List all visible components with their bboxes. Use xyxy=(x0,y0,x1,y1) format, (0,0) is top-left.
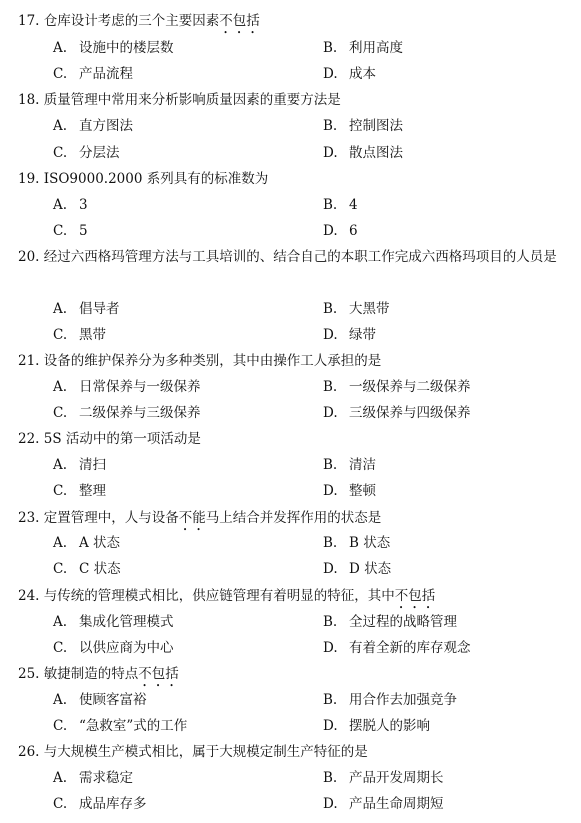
emphasized-text: 不包括 xyxy=(219,13,260,29)
question-number: 17. xyxy=(18,13,40,29)
option-b xyxy=(323,690,457,710)
option-text: 直方图法 xyxy=(79,118,133,134)
option-text: 5 xyxy=(79,223,88,239)
option-d xyxy=(323,481,376,501)
option-text: 集成化管理模式 xyxy=(79,614,174,630)
option-letter: B. xyxy=(323,770,338,786)
option-b xyxy=(323,116,403,136)
question-number: 24. xyxy=(18,588,40,604)
option-d xyxy=(323,221,358,241)
option-text: 散点图法 xyxy=(349,145,403,161)
question-number: 21. xyxy=(18,353,40,369)
option-letter: B. xyxy=(323,301,338,317)
option-text: 有着全新的库存观念 xyxy=(349,640,471,656)
option-a xyxy=(53,612,174,632)
option-d xyxy=(323,638,471,658)
question-text: 5S 活动中的第一项活动是 xyxy=(43,431,201,447)
option-a xyxy=(53,768,133,788)
option-letter: B. xyxy=(323,379,338,395)
option-text: D 状态 xyxy=(349,561,392,577)
option-c xyxy=(53,143,120,163)
question-text: 与大规模生产模式相比，属于大规模定制生产特征的是 xyxy=(43,744,368,760)
option-text: 成品库存多 xyxy=(79,796,147,812)
option-text: “急救室”式的工作 xyxy=(79,718,188,734)
emphasized-text: 不包括 xyxy=(138,666,179,682)
option-letter: D. xyxy=(323,718,338,734)
option-text: 设施中的楼层数 xyxy=(79,40,174,56)
question-number: 23. xyxy=(18,510,40,526)
question-text: 仓库设计考虑的三个主要因素 xyxy=(43,13,220,29)
option-d xyxy=(323,403,471,423)
option-letter: B. xyxy=(323,40,338,56)
option-b xyxy=(323,768,444,788)
option-letter: C. xyxy=(53,66,68,82)
question-text: ISO9000.2000 系列具有的标准数为 xyxy=(43,171,269,187)
option-a xyxy=(53,195,88,215)
question-18-stem xyxy=(18,87,570,113)
option-d xyxy=(323,716,430,736)
question-number: 25. xyxy=(18,666,40,682)
option-a xyxy=(53,455,106,475)
option-letter: C. xyxy=(53,718,68,734)
emphasized-text: 不包括 xyxy=(394,588,436,604)
option-letter: B. xyxy=(323,614,338,630)
emphasized-text: 不能 xyxy=(178,510,206,526)
option-letter: D. xyxy=(323,66,338,82)
option-letter: A. xyxy=(53,40,68,56)
option-letter: D. xyxy=(323,640,338,656)
option-text: A 状态 xyxy=(79,535,121,551)
option-letter: C. xyxy=(53,327,68,343)
option-text: 倡导者 xyxy=(79,301,120,317)
option-text: 以供应商为中心 xyxy=(79,640,174,656)
option-d xyxy=(323,64,376,84)
option-letter: C. xyxy=(53,796,68,812)
option-letter: C. xyxy=(53,405,68,421)
option-text: 利用高度 xyxy=(349,40,403,56)
question-17-stem xyxy=(18,8,570,37)
option-text: 全过程的战略管理 xyxy=(349,614,457,630)
option-text: 摆脱人的影响 xyxy=(349,718,430,734)
option-letter: A. xyxy=(53,379,68,395)
option-letter: A. xyxy=(53,301,68,317)
question-text: 经过六西格玛管理方法与工具培训的、结合自己的本职工作完成六西格玛项目的人员是 xyxy=(43,249,557,265)
question-number: 22. xyxy=(18,431,40,447)
option-text: 一级保养与二级保养 xyxy=(349,379,471,395)
option-letter: C. xyxy=(53,145,68,161)
option-text: 三级保养与四级保养 xyxy=(349,405,471,421)
question-text: 与传统的管理模式相比，供应链管理有着明显的特征，其中 xyxy=(43,588,395,604)
option-c xyxy=(53,64,133,84)
option-text: 日常保养与一级保养 xyxy=(79,379,201,395)
option-text: C 状态 xyxy=(79,561,121,577)
option-letter: C. xyxy=(53,561,68,577)
option-text: 整理 xyxy=(79,483,106,499)
option-letter: A. xyxy=(53,692,68,708)
option-letter: A. xyxy=(53,535,68,551)
question-text: 设备的维护保养分为多种类别，其中由操作工人承担的是 xyxy=(43,353,382,369)
option-letter: B. xyxy=(323,118,338,134)
question-number: 18. xyxy=(18,92,40,108)
option-letter: D. xyxy=(323,145,338,161)
option-text: 大黑带 xyxy=(349,301,390,317)
option-text: 成本 xyxy=(349,66,376,82)
option-c xyxy=(53,794,147,814)
option-b xyxy=(323,455,376,475)
question-25-stem xyxy=(18,661,570,690)
option-d xyxy=(323,143,403,163)
option-letter: A. xyxy=(53,197,68,213)
option-d xyxy=(323,794,444,814)
option-text: 整顿 xyxy=(349,483,376,499)
option-letter: D. xyxy=(323,483,338,499)
option-c xyxy=(53,638,174,658)
option-letter: D. xyxy=(323,405,338,421)
question-text: 质量管理中常用来分析影响质量因素的重要方法是 xyxy=(43,92,341,108)
option-letter: B. xyxy=(323,197,338,213)
option-letter: A. xyxy=(53,457,68,473)
question-24-stem xyxy=(18,583,570,612)
option-text: 产品开发周期长 xyxy=(349,770,444,786)
option-letter: A. xyxy=(53,770,68,786)
option-a xyxy=(53,690,147,710)
question-20-stem xyxy=(18,244,570,270)
question-text-tail: 马上结合并发挥作用的状态是 xyxy=(205,510,382,526)
option-c xyxy=(53,481,106,501)
option-c xyxy=(53,403,201,423)
option-letter: A. xyxy=(53,118,68,134)
option-c xyxy=(53,325,106,345)
option-letter: B. xyxy=(323,692,338,708)
option-text: 控制图法 xyxy=(349,118,403,134)
option-letter: D. xyxy=(323,223,338,239)
option-letter: B. xyxy=(323,535,338,551)
question-19-stem xyxy=(18,166,570,192)
option-letter: C. xyxy=(53,483,68,499)
option-b xyxy=(323,38,403,58)
option-b xyxy=(323,299,390,319)
option-a xyxy=(53,533,120,553)
question-number: 20. xyxy=(18,249,40,265)
option-letter: A. xyxy=(53,614,68,630)
option-c xyxy=(53,221,88,241)
option-b xyxy=(323,195,358,215)
option-letter: C. xyxy=(53,640,68,656)
option-text: 3 xyxy=(79,197,88,213)
option-c xyxy=(53,559,121,579)
question-21-stem xyxy=(18,348,570,374)
option-text: 黑带 xyxy=(79,327,106,343)
question-text: 定置管理中，人与设备 xyxy=(43,510,179,526)
question-number: 26. xyxy=(18,744,40,760)
option-a xyxy=(53,38,174,58)
option-text: 清扫 xyxy=(79,457,106,473)
option-text: 产品生命周期短 xyxy=(349,796,444,812)
option-text: 二级保养与三级保养 xyxy=(79,405,201,421)
option-letter: C. xyxy=(53,223,68,239)
option-text: 需求稳定 xyxy=(79,770,133,786)
option-a xyxy=(53,299,120,319)
question-23-stem xyxy=(18,505,570,534)
question-22-stem xyxy=(18,426,570,452)
option-letter: D. xyxy=(323,561,338,577)
option-letter: D. xyxy=(323,327,338,343)
option-text: 绿带 xyxy=(349,327,376,343)
option-d xyxy=(323,325,376,345)
option-b xyxy=(323,612,457,632)
question-text: 敏捷制造的特点 xyxy=(43,666,139,682)
option-text: 产品流程 xyxy=(79,66,133,82)
option-d xyxy=(323,559,391,579)
option-text: 6 xyxy=(349,223,358,239)
option-text: 使顾客富裕 xyxy=(79,692,147,708)
option-text: 4 xyxy=(349,197,358,213)
option-text: 清洁 xyxy=(349,457,376,473)
option-text: 用合作去加强竞争 xyxy=(349,692,457,708)
option-a xyxy=(53,377,201,397)
option-b xyxy=(323,533,390,553)
option-text: 分层法 xyxy=(79,145,120,161)
option-b xyxy=(323,377,471,397)
option-text: B 状态 xyxy=(349,535,391,551)
question-26-stem xyxy=(18,739,570,765)
option-c xyxy=(53,716,187,736)
option-a xyxy=(53,116,133,136)
option-letter: D. xyxy=(323,796,338,812)
option-letter: B. xyxy=(323,457,338,473)
question-number: 19. xyxy=(18,171,40,187)
